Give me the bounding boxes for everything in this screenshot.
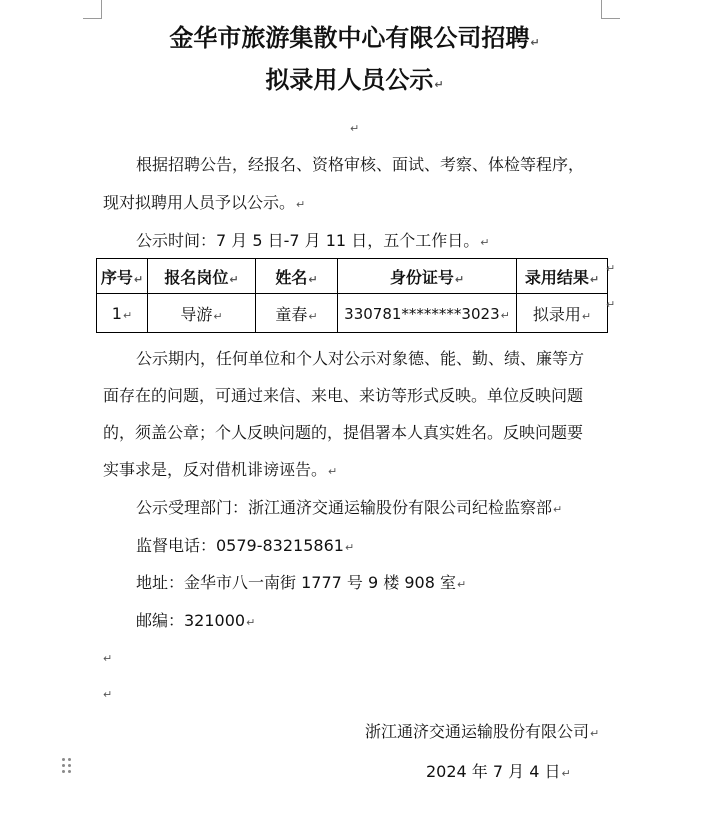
header-cell-result: 录用结果↵ bbox=[517, 259, 608, 294]
empty-paragraph-mark: ↵ bbox=[103, 652, 113, 665]
address: 地址：金华市八一南街 1777 号 9 楼 908 室↵ bbox=[136, 573, 467, 592]
table-row-end-mark: ↵ bbox=[606, 262, 616, 275]
postcode: 邮编：321000↵ bbox=[136, 611, 256, 630]
notice-paragraph-line-2: 面存在的问题，可通过来信、来电、来访等形式反映。单位反映问题 bbox=[103, 386, 584, 405]
notice-paragraph-line-3: 的，须盖公章；个人反映问题的，提倡署本人真实姓名。反映问题要 bbox=[103, 423, 584, 442]
document-title-line-2: 拟录用人员公示↵ bbox=[265, 65, 444, 94]
header-cell-id-number: 身份证号↵ bbox=[338, 259, 517, 294]
header-cell-number: 序号↵ bbox=[97, 259, 148, 294]
publicity-period: 公示时间：7 月 5 日-7 月 11 日，五个工作日。↵ bbox=[136, 231, 490, 250]
notice-paragraph-line-4: 实事求是，反对借机诽谤诬告。↵ bbox=[103, 460, 338, 479]
signature-company: 浙江通济交通运输股份有限公司↵ bbox=[365, 722, 600, 741]
cell-position: 导游↵ bbox=[148, 294, 256, 333]
empty-paragraph-mark: ↵ bbox=[350, 122, 360, 135]
candidate-table bbox=[96, 258, 608, 333]
document-title-line-1: 金华市旅游集散中心有限公司招聘↵ bbox=[169, 23, 540, 52]
supervision-phone: 监督电话：0579-83215861↵ bbox=[136, 536, 355, 555]
cell-number: 1↵ bbox=[97, 294, 148, 333]
receiving-department: 公示受理部门：浙江通济交通运输股份有限公司纪检监察部↵ bbox=[136, 498, 563, 517]
empty-paragraph-mark: ↵ bbox=[103, 688, 113, 701]
header-cell-position: 报名岗位↵ bbox=[148, 259, 256, 294]
cell-result: 拟录用↵ bbox=[517, 294, 608, 333]
intro-paragraph-line-1: 根据招聘公告，经报名、资格审核、面试、考察、体检等程序， bbox=[136, 155, 585, 174]
table-header-row bbox=[97, 259, 608, 294]
table-row bbox=[97, 294, 608, 333]
cell-id-number: 330781********3023↵ bbox=[338, 294, 517, 333]
notice-paragraph-line-1: 公示期内，任何单位和个人对公示对象德、能、勤、绩、廉等方 bbox=[136, 349, 585, 368]
drag-handle-icon[interactable] bbox=[62, 758, 74, 774]
table-row-end-mark: ↵ bbox=[606, 298, 616, 311]
page-corner-mark-left bbox=[83, 0, 102, 19]
cell-name: 童春↵ bbox=[256, 294, 338, 333]
page-corner-mark-right bbox=[601, 0, 620, 19]
header-cell-name: 姓名↵ bbox=[256, 259, 338, 294]
intro-paragraph-line-2: 现对拟聘用人员予以公示。↵ bbox=[103, 193, 306, 212]
signature-date: 2024 年 7 月 4 日↵ bbox=[426, 762, 571, 781]
